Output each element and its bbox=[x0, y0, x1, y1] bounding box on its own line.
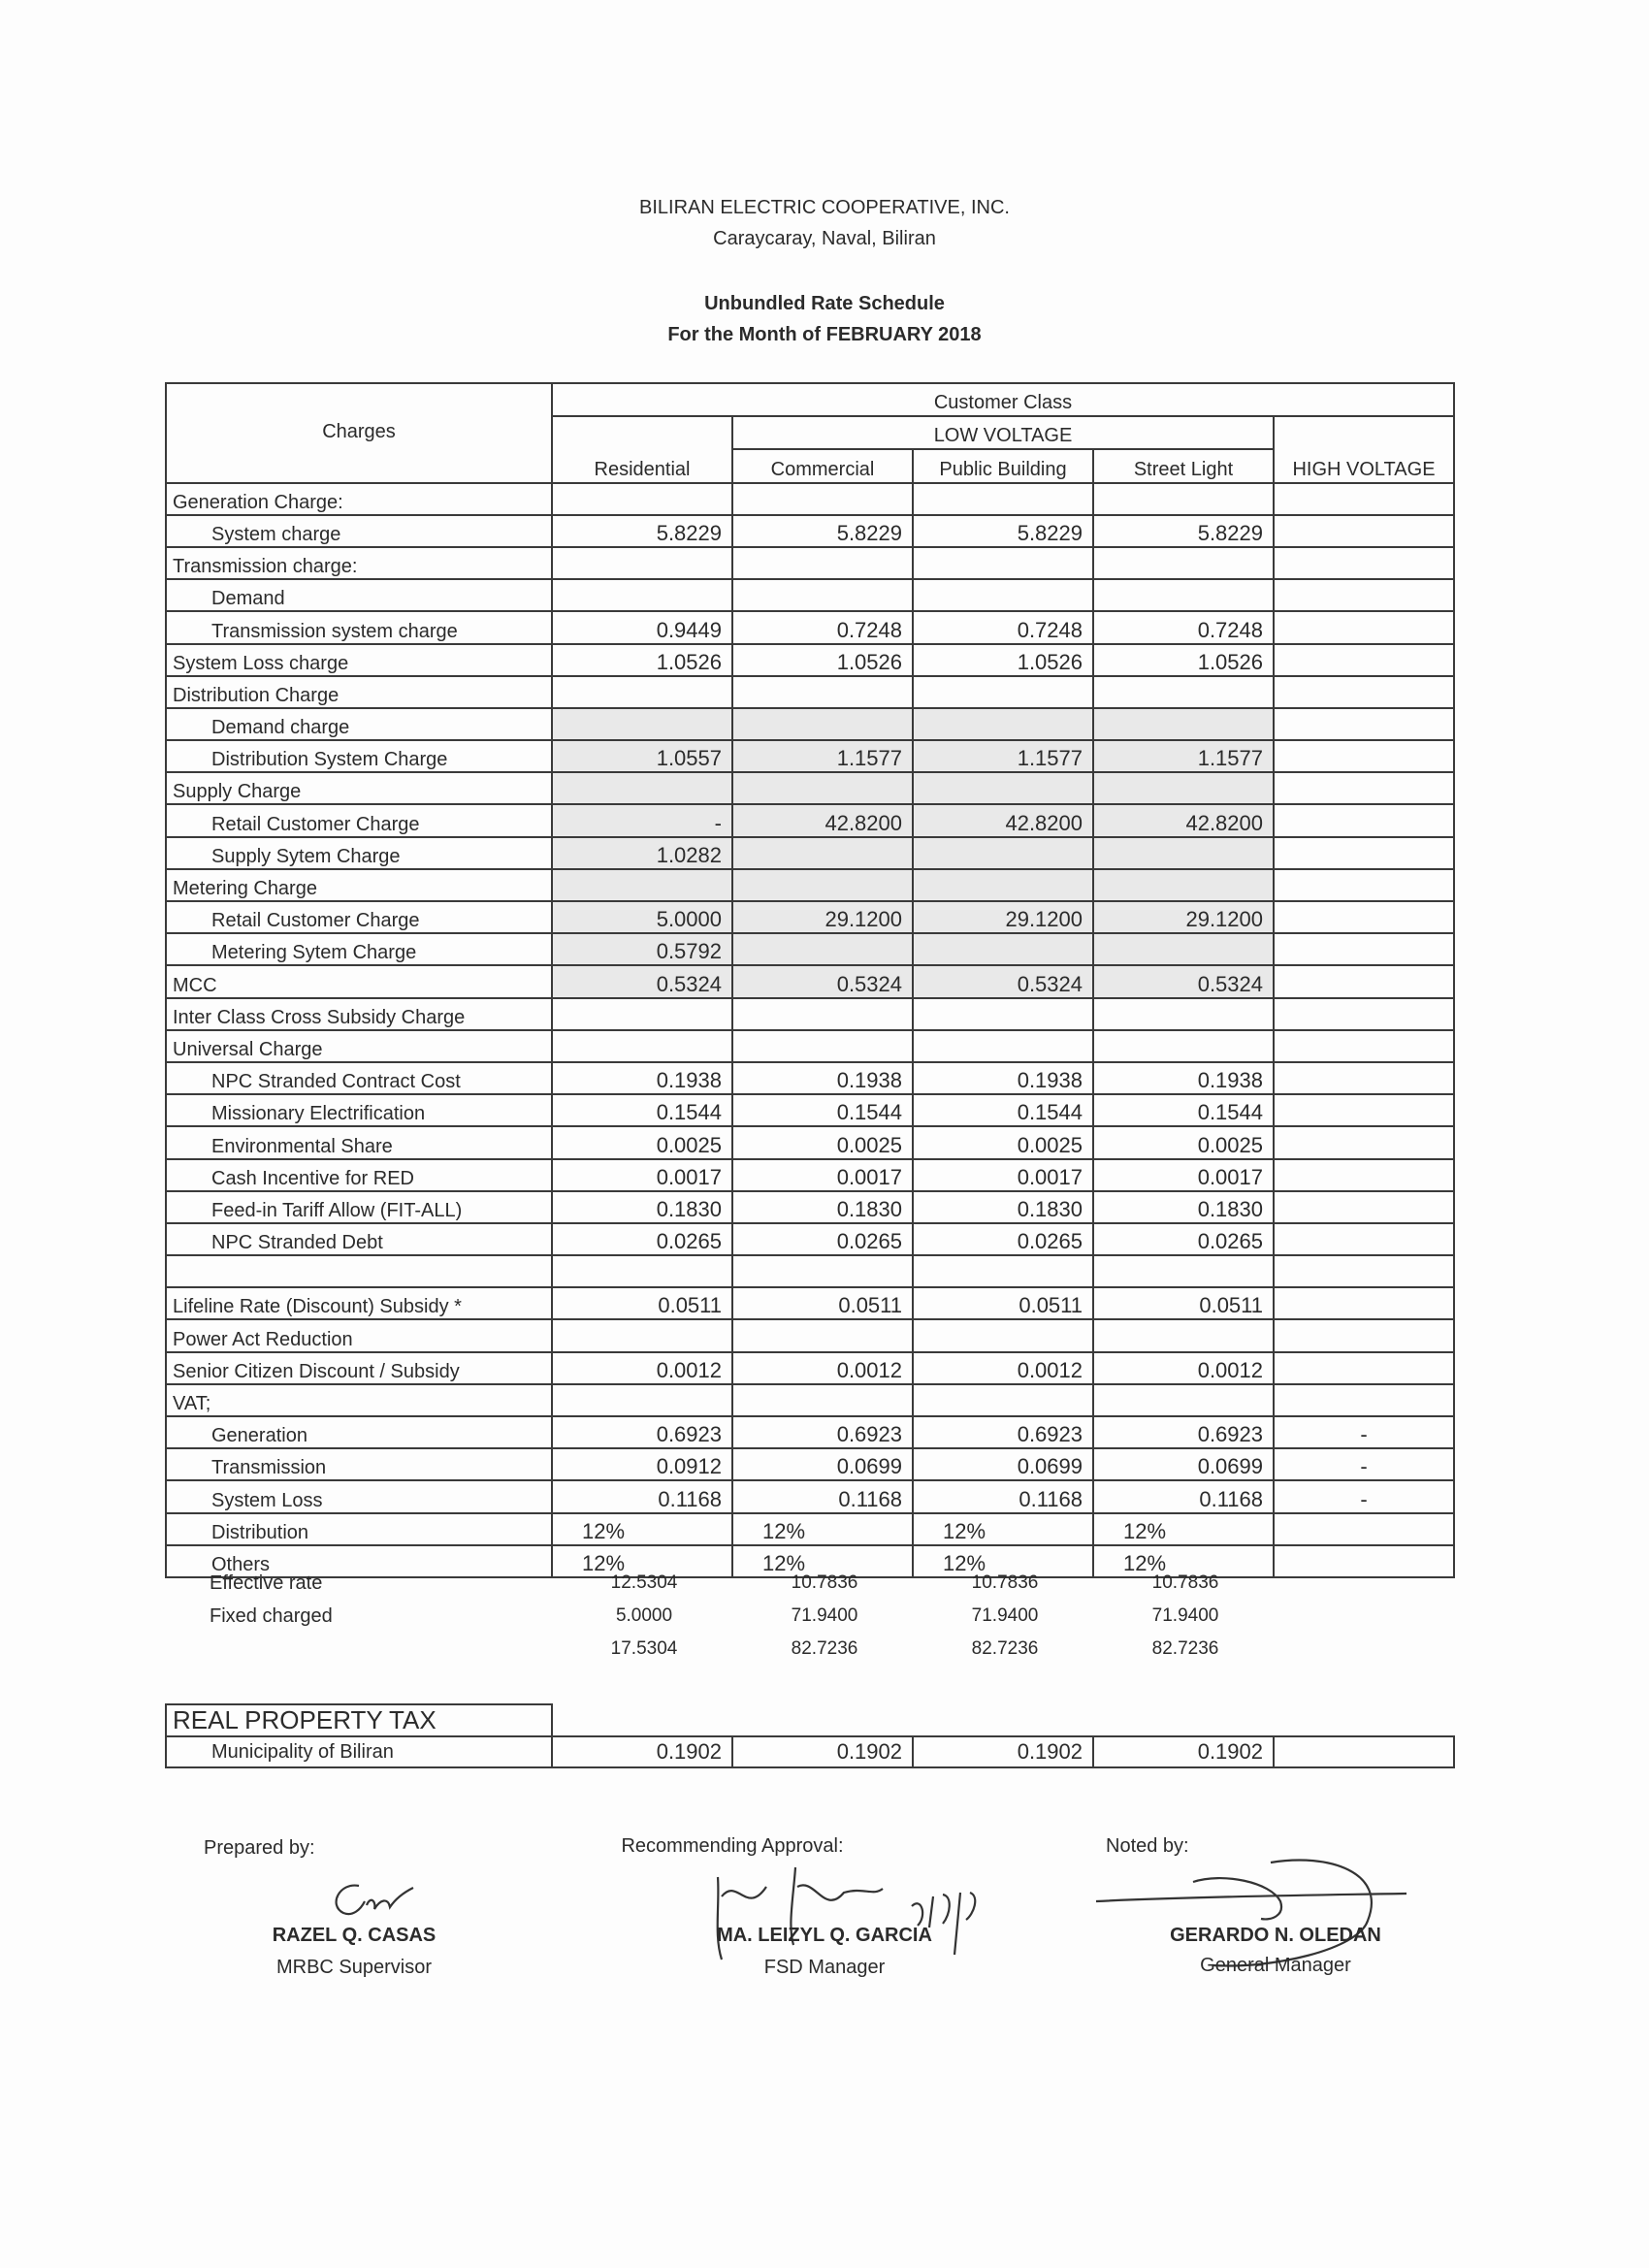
table-row bbox=[166, 579, 1454, 611]
street-light-value bbox=[1093, 837, 1274, 869]
high-voltage-value bbox=[1274, 1159, 1454, 1191]
high-voltage-header: HIGH VOLTAGE bbox=[1274, 416, 1454, 482]
public-building-value: 0.0017 bbox=[913, 1159, 1093, 1191]
high-voltage-value bbox=[1274, 1352, 1454, 1384]
commercial-value: 5.8229 bbox=[732, 515, 913, 547]
residential-value: 0.1938 bbox=[552, 1062, 732, 1094]
high-voltage-value bbox=[1274, 676, 1454, 708]
high-voltage-value bbox=[1274, 515, 1454, 547]
street-light-value bbox=[1093, 933, 1274, 965]
high-voltage-value bbox=[1274, 1191, 1454, 1223]
high-voltage-value bbox=[1274, 644, 1454, 676]
table-row bbox=[166, 901, 1454, 933]
table-row bbox=[166, 965, 1454, 997]
public-building-value: 1.1577 bbox=[913, 740, 1093, 772]
street-light-value: 0.0025 bbox=[1093, 1126, 1274, 1158]
high-voltage-value bbox=[1274, 965, 1454, 997]
charge-label: Missionary Electrification bbox=[166, 1094, 552, 1126]
high-voltage-value bbox=[1274, 901, 1454, 933]
commercial-value bbox=[732, 869, 913, 901]
high-voltage-value bbox=[1274, 1287, 1454, 1319]
table-row bbox=[166, 933, 1454, 965]
commercial-value: 1.0526 bbox=[732, 644, 913, 676]
prepared-signature bbox=[320, 1872, 456, 1930]
fixed-charged-label: Fixed charged bbox=[210, 1605, 333, 1627]
charge-label: VAT; bbox=[166, 1384, 552, 1416]
rpt-title: REAL PROPERTY TAX bbox=[166, 1704, 552, 1736]
table-row bbox=[166, 1062, 1454, 1094]
residential-value bbox=[552, 998, 732, 1030]
charge-label: MCC bbox=[166, 965, 552, 997]
street-light-value: 0.0511 bbox=[1093, 1287, 1274, 1319]
public-building-value: 0.5324 bbox=[913, 965, 1093, 997]
public-building-value bbox=[913, 772, 1093, 804]
high-voltage-value bbox=[1274, 1094, 1454, 1126]
public-building-value: 0.7248 bbox=[913, 611, 1093, 643]
recommending-name: MA. LEIZYL Q. GARCIA bbox=[717, 1925, 932, 1946]
summary-fixed-value: 5.0000 bbox=[615, 1605, 673, 1626]
table-row bbox=[166, 1416, 1454, 1448]
table-row bbox=[166, 1255, 1454, 1287]
table-row bbox=[166, 1030, 1454, 1062]
table-row bbox=[166, 644, 1454, 676]
commercial-value bbox=[732, 1384, 913, 1416]
residential-value: 0.1168 bbox=[552, 1480, 732, 1512]
residential-value: 0.5324 bbox=[552, 965, 732, 997]
public-building-value bbox=[913, 1384, 1093, 1416]
charge-label: Generation bbox=[166, 1416, 552, 1448]
rpt-residential-value: 0.1902 bbox=[552, 1736, 732, 1767]
public-building-value: 0.0012 bbox=[913, 1352, 1093, 1384]
residential-header: Residential bbox=[552, 416, 732, 482]
street-light-value: 0.1938 bbox=[1093, 1062, 1274, 1094]
street-light-value bbox=[1093, 547, 1274, 579]
charge-label: NPC Stranded Contract Cost bbox=[166, 1062, 552, 1094]
table-row bbox=[166, 1287, 1454, 1319]
street-light-value: 0.1544 bbox=[1093, 1094, 1274, 1126]
charge-label: Retail Customer Charge bbox=[166, 901, 552, 933]
street-light-value: 0.7248 bbox=[1093, 611, 1274, 643]
real-property-tax-table bbox=[165, 1703, 1455, 1768]
public-building-value: 0.0511 bbox=[913, 1287, 1093, 1319]
residential-value: 0.0025 bbox=[552, 1126, 732, 1158]
residential-value: 5.0000 bbox=[552, 901, 732, 933]
street-light-value: 12% bbox=[1093, 1513, 1274, 1545]
charge-label: Transmission system charge bbox=[166, 611, 552, 643]
commercial-value: 0.1830 bbox=[732, 1191, 913, 1223]
table-row bbox=[166, 611, 1454, 643]
table-row bbox=[166, 837, 1454, 869]
public-building-value: 1.0526 bbox=[913, 644, 1093, 676]
summary-effective-value: 10.7836 bbox=[971, 1572, 1039, 1593]
table-row bbox=[166, 515, 1454, 547]
recommending-role: FSD Manager bbox=[763, 1957, 886, 1978]
charge-label: Retail Customer Charge bbox=[166, 804, 552, 836]
commercial-value bbox=[732, 579, 913, 611]
residential-value bbox=[552, 772, 732, 804]
table-row bbox=[166, 1094, 1454, 1126]
table-row bbox=[166, 708, 1454, 740]
high-voltage-value: - bbox=[1274, 1416, 1454, 1448]
charge-label: Lifeline Rate (Discount) Subsidy * bbox=[166, 1287, 552, 1319]
charge-label: Cash Incentive for RED bbox=[166, 1159, 552, 1191]
commercial-value bbox=[732, 772, 913, 804]
commercial-value: 0.0699 bbox=[732, 1448, 913, 1480]
street-light-value: 29.1200 bbox=[1093, 901, 1274, 933]
public-building-value: 0.1168 bbox=[913, 1480, 1093, 1512]
public-building-value bbox=[913, 483, 1093, 515]
street-light-value: 0.0699 bbox=[1093, 1448, 1274, 1480]
charge-label bbox=[166, 1255, 552, 1287]
residential-value: 0.6923 bbox=[552, 1416, 732, 1448]
commercial-value: 0.5324 bbox=[732, 965, 913, 997]
high-voltage-value bbox=[1274, 1223, 1454, 1255]
public-building-header: Public Building bbox=[913, 449, 1093, 482]
street-light-value bbox=[1093, 1384, 1274, 1416]
charge-label: Inter Class Cross Subsidy Charge bbox=[166, 998, 552, 1030]
street-light-value bbox=[1093, 483, 1274, 515]
table-row bbox=[166, 1126, 1454, 1158]
high-voltage-value bbox=[1274, 483, 1454, 515]
summary-effective-value: 10.7836 bbox=[791, 1572, 858, 1593]
residential-value: 12% bbox=[552, 1545, 732, 1577]
residential-value: 0.0017 bbox=[552, 1159, 732, 1191]
commercial-value: 0.0265 bbox=[732, 1223, 913, 1255]
charge-label: Distribution bbox=[166, 1513, 552, 1545]
rpt-municipality: Municipality of Biliran bbox=[166, 1736, 552, 1767]
residential-value bbox=[552, 579, 732, 611]
low-voltage-header: LOW VOLTAGE bbox=[732, 416, 1274, 449]
residential-value: 5.8229 bbox=[552, 515, 732, 547]
summary-total-value: 82.7236 bbox=[971, 1638, 1039, 1659]
commercial-value: 0.0017 bbox=[732, 1159, 913, 1191]
rpt-commercial-value: 0.1902 bbox=[732, 1736, 913, 1767]
effective-rate-label: Effective rate bbox=[210, 1572, 323, 1594]
high-voltage-value bbox=[1274, 547, 1454, 579]
charge-label: Feed-in Tariff Allow (FIT-ALL) bbox=[166, 1191, 552, 1223]
public-building-value bbox=[913, 676, 1093, 708]
charge-label: Universal Charge bbox=[166, 1030, 552, 1062]
rpt-street-light-value: 0.1902 bbox=[1093, 1736, 1274, 1767]
residential-value bbox=[552, 869, 732, 901]
table-row bbox=[166, 1223, 1454, 1255]
summary-total-value: 82.7236 bbox=[1151, 1638, 1219, 1659]
summary-fixed-value: 71.9400 bbox=[971, 1605, 1039, 1626]
street-light-value bbox=[1093, 708, 1274, 740]
residential-value: 0.9449 bbox=[552, 611, 732, 643]
public-building-value bbox=[913, 1255, 1093, 1287]
table-row bbox=[166, 676, 1454, 708]
noted-role: General Manager bbox=[1200, 1955, 1351, 1976]
commercial-value bbox=[732, 998, 913, 1030]
high-voltage-value bbox=[1274, 1545, 1454, 1577]
table-row bbox=[166, 1513, 1454, 1545]
table-row bbox=[166, 1384, 1454, 1416]
org-address: Caraycaray, Naval, Biliran bbox=[713, 228, 936, 249]
charge-label: Supply Charge bbox=[166, 772, 552, 804]
commercial-value: 0.0511 bbox=[732, 1287, 913, 1319]
customer-class-header bbox=[552, 383, 1454, 416]
table-row bbox=[166, 483, 1454, 515]
table-row bbox=[166, 998, 1454, 1030]
street-light-value: 12% bbox=[1093, 1545, 1274, 1577]
public-building-value: 12% bbox=[913, 1513, 1093, 1545]
commercial-value: 0.1544 bbox=[732, 1094, 913, 1126]
residential-value bbox=[552, 1030, 732, 1062]
public-building-value bbox=[913, 869, 1093, 901]
charge-label: Generation Charge: bbox=[166, 483, 552, 515]
high-voltage-value: - bbox=[1274, 1448, 1454, 1480]
commercial-value: 0.0025 bbox=[732, 1126, 913, 1158]
residential-value bbox=[552, 1255, 732, 1287]
summary-effective-value: 12.5304 bbox=[610, 1572, 678, 1593]
residential-value: 0.1830 bbox=[552, 1191, 732, 1223]
commercial-value: 12% bbox=[732, 1545, 913, 1577]
charge-label: Demand charge bbox=[166, 708, 552, 740]
high-voltage-value bbox=[1274, 708, 1454, 740]
high-voltage-value bbox=[1274, 1384, 1454, 1416]
high-voltage-value bbox=[1274, 837, 1454, 869]
charge-label: System Loss bbox=[166, 1480, 552, 1512]
public-building-value bbox=[913, 708, 1093, 740]
charge-label: Metering Charge bbox=[166, 869, 552, 901]
commercial-header: Commercial bbox=[732, 449, 913, 482]
recommending-block bbox=[679, 1925, 970, 1979]
street-light-value: 0.5324 bbox=[1093, 965, 1274, 997]
rpt-spacer bbox=[552, 1704, 1454, 1736]
residential-value: 0.0511 bbox=[552, 1287, 732, 1319]
table-row bbox=[166, 740, 1454, 772]
street-light-value: 42.8200 bbox=[1093, 804, 1274, 836]
high-voltage-value bbox=[1274, 933, 1454, 965]
street-light-value bbox=[1093, 869, 1274, 901]
residential-value: 0.0912 bbox=[552, 1448, 732, 1480]
commercial-value bbox=[732, 1319, 913, 1351]
street-light-value: 0.6923 bbox=[1093, 1416, 1274, 1448]
charge-label: Others bbox=[166, 1545, 552, 1577]
charge-label: Transmission bbox=[166, 1448, 552, 1480]
residential-value: 1.0526 bbox=[552, 644, 732, 676]
commercial-value bbox=[732, 1030, 913, 1062]
residential-value bbox=[552, 1319, 732, 1351]
residential-value bbox=[552, 547, 732, 579]
charge-label: Demand bbox=[166, 579, 552, 611]
doc-title: Unbundled Rate Schedule bbox=[704, 293, 945, 314]
street-light-value: 0.0265 bbox=[1093, 1223, 1274, 1255]
public-building-value: 0.6923 bbox=[913, 1416, 1093, 1448]
street-light-value: 0.1168 bbox=[1093, 1480, 1274, 1512]
rpt-high-voltage-value bbox=[1274, 1736, 1454, 1767]
high-voltage-value bbox=[1274, 804, 1454, 836]
noted-caption: Noted by: bbox=[1106, 1835, 1189, 1857]
commercial-value: 0.0012 bbox=[732, 1352, 913, 1384]
public-building-value bbox=[913, 1030, 1093, 1062]
noted-name: GERARDO N. OLEDAN bbox=[1170, 1925, 1381, 1946]
high-voltage-value bbox=[1274, 772, 1454, 804]
public-building-value: 5.8229 bbox=[913, 515, 1093, 547]
commercial-value: 1.1577 bbox=[732, 740, 913, 772]
charge-label: Senior Citizen Discount / Subsidy bbox=[166, 1352, 552, 1384]
high-voltage-value bbox=[1274, 869, 1454, 901]
summary-total-value: 82.7236 bbox=[791, 1638, 858, 1659]
commercial-value: 0.7248 bbox=[732, 611, 913, 643]
recommending-date: 2/19/18 bbox=[943, 1914, 947, 1915]
table-row bbox=[166, 772, 1454, 804]
residential-value bbox=[552, 708, 732, 740]
residential-value bbox=[552, 1384, 732, 1416]
residential-value: 1.0282 bbox=[552, 837, 732, 869]
high-voltage-value bbox=[1274, 1126, 1454, 1158]
commercial-value bbox=[732, 547, 913, 579]
table-row bbox=[166, 1352, 1454, 1384]
table-row bbox=[166, 804, 1454, 836]
commercial-value bbox=[732, 1255, 913, 1287]
high-voltage-value bbox=[1274, 1062, 1454, 1094]
public-building-value bbox=[913, 933, 1093, 965]
prepared-caption: Prepared by: bbox=[204, 1837, 315, 1859]
residential-value: - bbox=[552, 804, 732, 836]
customer-class-label: Customer Class bbox=[933, 392, 1073, 414]
charge-label: Power Act Reduction bbox=[166, 1319, 552, 1351]
street-light-value: 0.0012 bbox=[1093, 1352, 1274, 1384]
prepared-role: MRBC Supervisor bbox=[275, 1957, 433, 1978]
residential-value: 0.5792 bbox=[552, 933, 732, 965]
charges-header: Charges bbox=[166, 383, 552, 483]
residential-value: 12% bbox=[552, 1513, 732, 1545]
street-light-value bbox=[1093, 1255, 1274, 1287]
residential-value: 1.0557 bbox=[552, 740, 732, 772]
table-row bbox=[166, 1191, 1454, 1223]
public-building-value: 0.0265 bbox=[913, 1223, 1093, 1255]
charge-label: Distribution Charge bbox=[166, 676, 552, 708]
public-building-value: 0.0025 bbox=[913, 1126, 1093, 1158]
residential-value: 0.0265 bbox=[552, 1223, 732, 1255]
street-light-value bbox=[1093, 998, 1274, 1030]
street-light-value bbox=[1093, 1030, 1274, 1062]
street-light-value: 1.0526 bbox=[1093, 644, 1274, 676]
prepared-block bbox=[242, 1925, 466, 1979]
street-light-value bbox=[1093, 579, 1274, 611]
high-voltage-value bbox=[1274, 611, 1454, 643]
summary-fixed-value: 71.9400 bbox=[791, 1605, 858, 1626]
high-voltage-value bbox=[1274, 740, 1454, 772]
commercial-value: 42.8200 bbox=[732, 804, 913, 836]
public-building-value bbox=[913, 998, 1093, 1030]
street-light-value bbox=[1093, 772, 1274, 804]
residential-value bbox=[552, 676, 732, 708]
noted-block bbox=[1145, 1925, 1406, 1977]
public-building-value: 0.1830 bbox=[913, 1191, 1093, 1223]
public-building-value: 0.1544 bbox=[913, 1094, 1093, 1126]
doc-period: For the Month of FEBRUARY 2018 bbox=[667, 324, 982, 345]
table-row bbox=[166, 869, 1454, 901]
high-voltage-value bbox=[1274, 1030, 1454, 1062]
street-light-value: 0.1830 bbox=[1093, 1191, 1274, 1223]
rpt-public-building-value: 0.1902 bbox=[913, 1736, 1093, 1767]
charge-label: Transmission charge: bbox=[166, 547, 552, 579]
org-name: BILIRAN ELECTRIC COOPERATIVE, INC. bbox=[639, 197, 1010, 218]
street-light-value bbox=[1093, 1319, 1274, 1351]
public-building-value bbox=[913, 547, 1093, 579]
public-building-value: 29.1200 bbox=[913, 901, 1093, 933]
commercial-value bbox=[732, 708, 913, 740]
commercial-value: 0.1168 bbox=[732, 1480, 913, 1512]
commercial-value: 0.6923 bbox=[732, 1416, 913, 1448]
residential-value: 0.0012 bbox=[552, 1352, 732, 1384]
commercial-value: 29.1200 bbox=[732, 901, 913, 933]
charge-label: System Loss charge bbox=[166, 644, 552, 676]
charge-label: Environmental Share bbox=[166, 1126, 552, 1158]
high-voltage-value bbox=[1274, 1319, 1454, 1351]
street-light-header: Street Light bbox=[1093, 449, 1274, 482]
charge-label: Distribution System Charge bbox=[166, 740, 552, 772]
summary-fixed-value: 71.9400 bbox=[1151, 1605, 1219, 1626]
public-building-value: 42.8200 bbox=[913, 804, 1093, 836]
commercial-value bbox=[732, 483, 913, 515]
residential-value: 0.1544 bbox=[552, 1094, 732, 1126]
street-light-value: 1.1577 bbox=[1093, 740, 1274, 772]
public-building-value bbox=[913, 1319, 1093, 1351]
commercial-value bbox=[732, 676, 913, 708]
table-row bbox=[166, 1480, 1454, 1512]
high-voltage-value bbox=[1274, 1513, 1454, 1545]
public-building-value: 0.0699 bbox=[913, 1448, 1093, 1480]
commercial-value: 0.1938 bbox=[732, 1062, 913, 1094]
commercial-value bbox=[732, 933, 913, 965]
table-row bbox=[166, 1159, 1454, 1191]
public-building-value: 0.1938 bbox=[913, 1062, 1093, 1094]
residential-value bbox=[552, 483, 732, 515]
summary-effective-value: 10.7836 bbox=[1151, 1572, 1219, 1593]
charge-label: NPC Stranded Debt bbox=[166, 1223, 552, 1255]
public-building-value bbox=[913, 579, 1093, 611]
public-building-value bbox=[913, 837, 1093, 869]
commercial-value: 12% bbox=[732, 1513, 913, 1545]
street-light-value: 5.8229 bbox=[1093, 515, 1274, 547]
high-voltage-value bbox=[1274, 579, 1454, 611]
rate-table bbox=[165, 382, 1455, 1578]
recommending-caption: Recommending Approval: bbox=[621, 1835, 844, 1857]
high-voltage-value: - bbox=[1274, 1480, 1454, 1512]
charge-label: System charge bbox=[166, 515, 552, 547]
charge-label: Supply Sytem Charge bbox=[166, 837, 552, 869]
public-building-value: 12% bbox=[913, 1545, 1093, 1577]
table-row bbox=[166, 547, 1454, 579]
high-voltage-value bbox=[1274, 1255, 1454, 1287]
commercial-value bbox=[732, 837, 913, 869]
charge-label: Metering Sytem Charge bbox=[166, 933, 552, 965]
summary-total-value: 17.5304 bbox=[610, 1638, 678, 1659]
table-row bbox=[166, 1319, 1454, 1351]
prepared-name: RAZEL Q. CASAS bbox=[272, 1925, 436, 1946]
street-light-value bbox=[1093, 676, 1274, 708]
street-light-value: 0.0017 bbox=[1093, 1159, 1274, 1191]
high-voltage-value bbox=[1274, 998, 1454, 1030]
table-row bbox=[166, 1448, 1454, 1480]
